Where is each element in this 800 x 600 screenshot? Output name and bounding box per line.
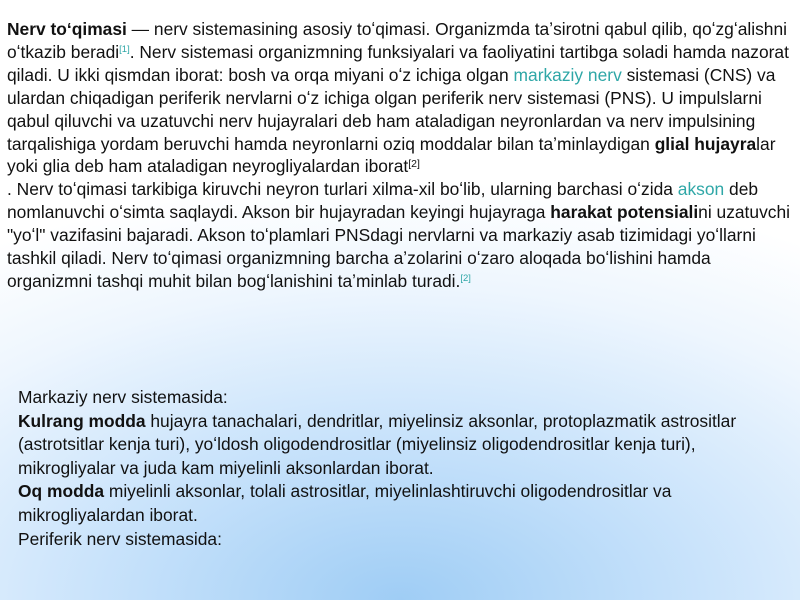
text-segment: deb nomlanuvchi oʻsimta saqlaydi. Akson bir hujayradan keyingi hujayraga <box>7 179 759 223</box>
item-grey-matter <box>18 410 794 481</box>
reference-link-2[interactable]: [2] <box>408 158 420 171</box>
link-markaziy-nerv[interactable]: markaziy nerv <box>513 64 622 85</box>
reference-link-3[interactable]: [2] <box>460 272 471 284</box>
term-oq-modda: Oq modda <box>18 481 104 502</box>
reference-link-1[interactable]: [1] <box>119 43 130 55</box>
item-white-matter <box>18 480 794 527</box>
main-paragraph <box>7 18 795 293</box>
term-harakat-potensiali: harakat potensiali <box>550 202 699 223</box>
text-segment: . Nerv toʻqimasi tarkibiga kiruvchi neyron turlari xilma-xil boʻlib, ularning barchasi oʻzida <box>7 179 678 200</box>
text-segment: hujayra tanachalari, dendritlar, miyelinsiz aksonlar, protoplazmatik astrositlar (astrotsitlar kenja turi), yoʻldosh oligodendrositlar (miyelinsiz oligodendrositlar kenja turi), mikrogliyalar va juda kam miyelinli aksonlardan iborat. <box>18 410 737 478</box>
nervous-system-list <box>18 386 794 551</box>
text-segment: . Nerv sistemasi organizmning funksiyalari va faoliyatini tartibga soladi hamda nazorat qiladi. U ikki qismdan iborat: bosh va orqa miyani oʻz ichiga olgan <box>7 41 789 85</box>
text-segment: sistemasi (CNS) va ulardan chiqadigan periferik nervlarni oʻz ichiga olgan periferik nerv sistemasi (PNS). U impulslarni qabul qiluvchi va uzatuvchi nerv hujayralari deb ham ataladigan neyronlardan va nerv impulsining tarqalishiga yordam beruvchi hamda neyronlarni oziq moddalar bilan taʼminlaydigan <box>7 64 776 154</box>
term-nerv-toqimasi: Nerv toʻqimasi <box>7 19 127 39</box>
heading-cns: Markaziy nerv sistemasida: <box>18 387 228 407</box>
term-glial-hujayra: glial hujayra <box>654 133 757 154</box>
text-segment: ni uzatuvchi "yoʻl" vazifasini bajaradi. Akson toʻplamlari PNSdagi nervlarni va markaziy asab tizimidagi yoʻllarni tashkil qiladi. Nerv toʻqimasi organizmning barcha aʼzolarini oʻzaro aloqada boʻlishini hamda organizmni tashqi muhit bilan bogʻlanishini taʼminlab turadi. <box>7 202 790 291</box>
text-segment: — nerv sistemasining asosiy toʻqimasi. Organizmda taʼsirotni qabul qilib, qoʻzgʻalishni oʻtkazib beradi <box>7 19 788 62</box>
link-akson[interactable]: akson <box>677 179 725 200</box>
heading-pns: Periferik nerv sistemasida: <box>18 528 222 549</box>
text-segment: miyelinli aksonlar, tolali astrositlar, miyelinlashtiruvchi oligodendrositlar va mikrogliyalardan iborat. <box>18 481 672 525</box>
text-segment: lar yoki glia deb ham ataladigan neyrogliyalardan iborat <box>7 133 776 177</box>
term-kulrang-modda: Kulrang modda <box>18 410 146 431</box>
